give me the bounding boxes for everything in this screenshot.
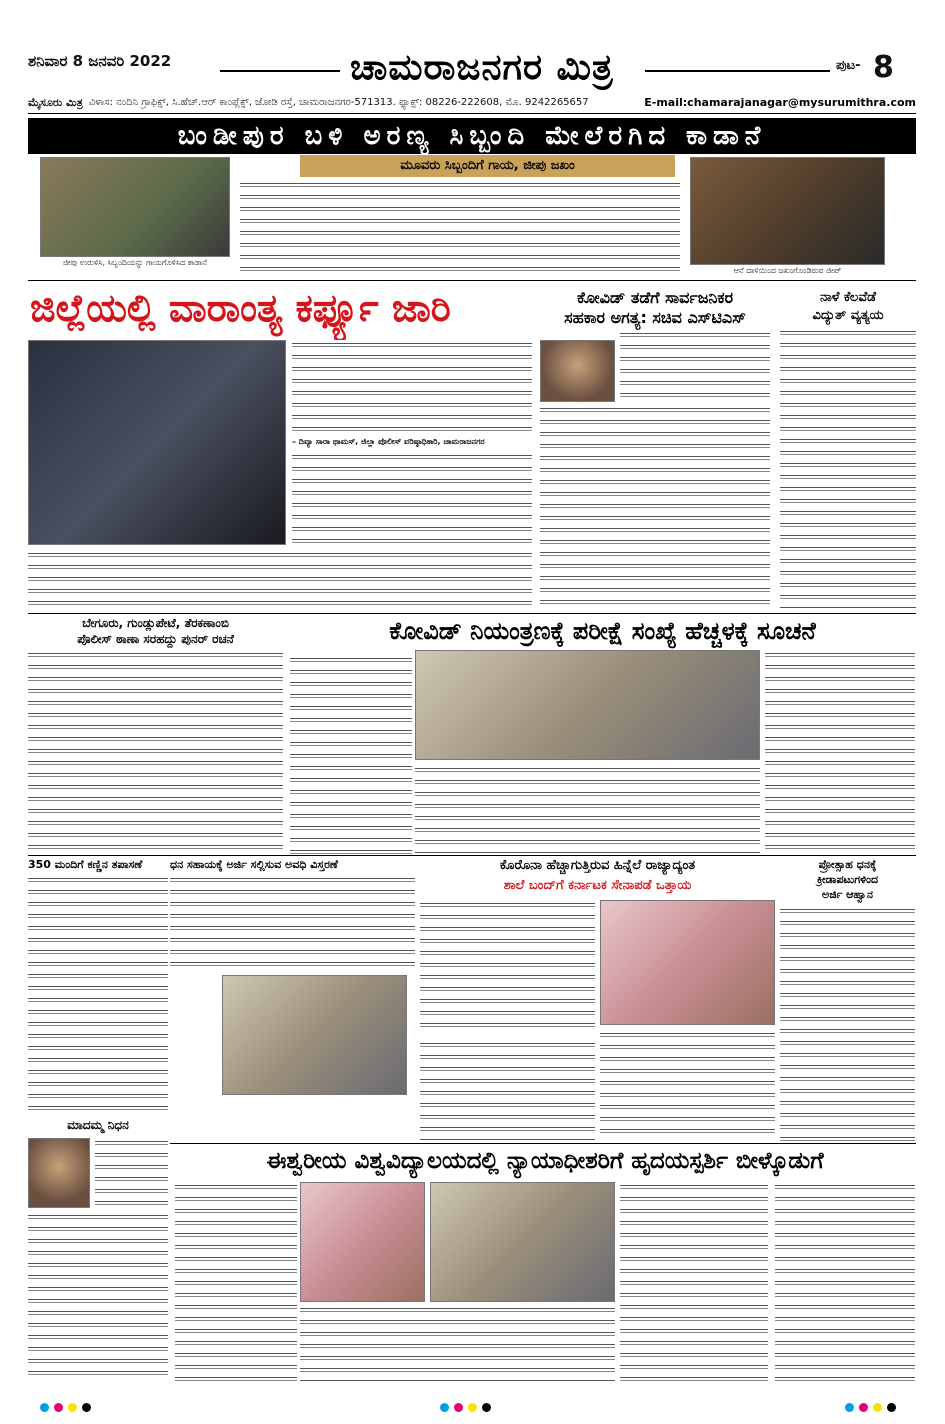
story6-body-col1 (290, 655, 412, 855)
story3-headline-line1: ಕೋವಿಡ್ ತಡೆಗೆ ಸಾರ್ವಜನಿಕರ (576, 288, 734, 307)
page-number: 8 (873, 50, 894, 85)
story1-headline: ಬಂಡೀಪುರ ಬಳಿ ಅರಣ್ಯ ಸಿಬ್ಬಂದಿ ಮೇಲೆರಗಿದ ಕಾಡಾನೆ (28, 118, 916, 154)
yellow-dot (68, 1403, 77, 1412)
story9-body (420, 900, 595, 1035)
divider (28, 613, 916, 614)
story6-body-col4 (765, 650, 915, 850)
story1-caption-right: ಆನೆ ದಾಳಿಯಿಂದ ಜಖಂಗೊಂಡಿರುವ ಜೀಪ್ (733, 266, 842, 275)
police-checkpoint-photo (28, 340, 286, 545)
story9-headline-line1: ಕೊರೊನಾ ಹೆಚ್ಚಾಗುತ್ತಿರುವ ಹಿನ್ನೆಲೆ ರಾಜ್ಯಾದ್ಯಂತ (499, 858, 696, 873)
story5-body (28, 650, 283, 850)
story5-headline-line2: ಪೊಲೀಸ್ ಠಾಣಾ ಸರಹದ್ದು ಪುನರ್ ರಚನೆ (77, 632, 234, 646)
newspaper-title: ಚಾಮರಾಜನಗರ ಮಿತ್ರ (350, 46, 614, 88)
story12-body-mid (300, 1305, 615, 1382)
calendar-release-photo (222, 975, 407, 1095)
meeting-photo (415, 650, 760, 760)
memorandum-photo (600, 900, 775, 1025)
story4-body (780, 328, 916, 608)
cyan-dot (845, 1403, 854, 1412)
issue-date: ಶನಿವಾರ 8 ಜನವರಿ 2022 (28, 52, 172, 70)
story9-body-cont (600, 1030, 775, 1140)
story10-headline-line2: ಕ್ರೀಡಾಪಟುಗಳಿಂದ (816, 873, 879, 886)
story9-headline-line2: ಶಾಲೆ ಬಂದ್‌ಗೆ ಕರ್ನಾಟಕ ಸೇನಾಪಡೆ ಒತ್ತಾಯ (503, 878, 692, 893)
story8-headline: ಧನ ಸಹಾಯಕ್ಕೆ ಅರ್ಜಿ ಸಲ್ಲಿಸುವ ಅವಧಿ ವಿಸ್ತರಣೆ (170, 858, 338, 871)
story6-headline: ಕೋವಿಡ್ ನಿಯಂತ್ರಣಕ್ಕೆ ಪರೀಕ್ಷೆ ಸಂಖ್ಯೆ ಹೆಚ್ಚಳಕ್ಕೆ ಸೂಚನೆ (389, 617, 816, 645)
email-text[interactable]: E-mail:chamarajanagar@mysurumithra.com (644, 96, 916, 109)
story11-body (28, 1212, 168, 1382)
cyan-dot (440, 1403, 449, 1412)
story7-headline: 350 ಮಂದಿಗೆ ಕಣ್ಣಿನ ತಪಾಸಣೆ (28, 858, 143, 871)
black-dot (482, 1403, 491, 1412)
story11-body-top (95, 1138, 168, 1208)
story4-headline-line1: ನಾಳೆ ಕೆಲವೆಡೆ (820, 290, 876, 305)
masthead-rule-right (645, 70, 830, 72)
story3-body-top (620, 330, 770, 402)
story11-headline: ಮಾದಮ್ಮ ನಿಧನ (67, 1118, 129, 1132)
story12-body-col4 (775, 1182, 915, 1382)
story10-headline-line3: ಅರ್ಜಿ ಆಹ್ವಾನ (821, 888, 874, 901)
magenta-dot (859, 1403, 868, 1412)
story2-headline: ಜಿಲ್ಲೆಯಲ್ಲಿ ವಾರಾಂತ್ಯ ಕರ್ಫ್ಯೂ ಜಾರಿ (30, 286, 451, 330)
yellow-dot (468, 1403, 477, 1412)
story8-caption-body (420, 1040, 595, 1140)
story7-body (28, 875, 168, 1115)
story5-headline-line1: ಬೇಗೂರು, ಗುಂಡ್ಲುಪೇಟೆ, ತೆರಕಣಾಂಬಿ (82, 616, 229, 630)
elephant-photo (40, 157, 230, 257)
story8-body (170, 875, 415, 970)
divider (28, 280, 916, 281)
story3-body (540, 405, 770, 605)
story6-body (415, 765, 760, 853)
divider (170, 1143, 916, 1144)
story12-body-col1 (175, 1182, 297, 1382)
black-dot (887, 1403, 896, 1412)
registration-marks-left (40, 1403, 91, 1412)
masthead-rule-left (220, 70, 340, 72)
registration-marks-right (845, 1403, 896, 1412)
contact-bar (28, 92, 916, 114)
registration-marks-center (440, 1403, 491, 1412)
minister-photo (540, 340, 615, 402)
yellow-dot (873, 1403, 882, 1412)
cyan-dot (40, 1403, 49, 1412)
page-label: ಪುಟ- (836, 58, 861, 73)
story2-quote (292, 340, 532, 435)
story2-body (28, 550, 532, 616)
story1-body (240, 180, 680, 275)
damaged-jeep-photo (690, 157, 885, 265)
ceremony-photo-2 (430, 1182, 615, 1302)
brand-name: ಮೈಸೂರು ಮಿತ್ರ (28, 95, 83, 109)
story10-body (780, 906, 915, 1141)
story2-quote-credit: – ದಿವ್ಯಾ ಸಾರಾ ಥಾಮಸ್, ಜಿಲ್ಲಾ ಪೊಲೀಸ್ ವರಿಷ್ಠಾಧಿಕಾರಿ, ಚಾಮರಾಜನಗರ (292, 437, 485, 446)
obituary-photo (28, 1138, 90, 1208)
story12-headline: ಈಶ್ವರೀಯ ವಿಶ್ವವಿದ್ಯಾಲಯದಲ್ಲಿ ನ್ಯಾಯಾಧೀಶರಿಗೆ ಹೃದಯಸ್ಪರ್ಶಿ ಬೀಳ್ಕೊಡುಗೆ (266, 1148, 824, 1174)
story10-headline-line1: ಪ್ರೋತ್ಸಾಹ ಧನಕ್ಕೆ (818, 858, 877, 871)
divider (28, 855, 916, 856)
ceremony-photo-1 (300, 1182, 425, 1302)
story1-subhead: ಮೂವರು ಸಿಬ್ಬಂದಿಗೆ ಗಾಯ, ಜೀಪು ಜಖಂ (300, 155, 675, 177)
story4-headline-line2: ವಿದ್ಯುತ್ ವ್ಯತ್ಯಯ (812, 308, 884, 323)
story3-headline-line2: ಸಹಕಾರ ಅಗತ್ಯ: ಸಚಿವ ಎಸ್‌ಟಿಎಸ್ (564, 308, 746, 327)
black-dot (82, 1403, 91, 1412)
magenta-dot (54, 1403, 63, 1412)
address-text: ವಿಳಾಸ: ನಂದಿನಿ ಗ್ರಾಫಿಕ್ಸ್, ಸಿ.ಹೆಚ್.ಆರ್ ಕಾಂಪ್ಲೆಕ್ಸ್, ಜೋಡಿ ರಸ್ತೆ, ಚಾಮರಾಜನಗರ-571313. ಫ್ಯಾಕ್ಸ್: 08226-222608, ಮೊ. 9242265657 (88, 97, 589, 108)
magenta-dot (454, 1403, 463, 1412)
story2-body-cont (292, 452, 532, 548)
story12-body-col3 (620, 1182, 768, 1382)
story1-caption-left: ಜೀಪು ಉರುಳಿಸಿ, ಸಿಬ್ಬಂದಿಯನ್ನು ಗಾಯಗೊಳಿಸಿದ ಕಾಡಾನೆ (63, 258, 207, 267)
